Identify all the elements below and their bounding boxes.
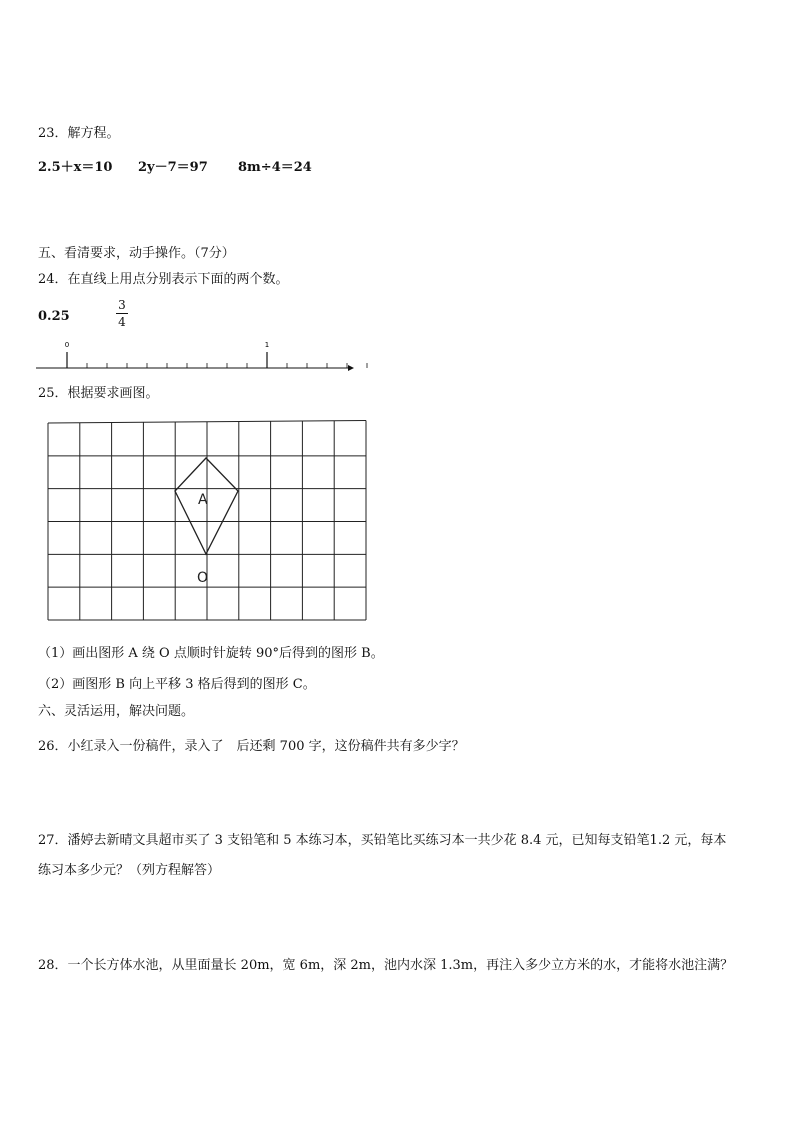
q24-title: 24．在直线上用点分别表示下面的两个数。 <box>38 272 289 287</box>
section-6-heading: 六、灵活运用，解决问题。 <box>38 704 195 719</box>
q28-text: 28．一个长方体水池，从里面量长 20m，宽 6m，深 2m，池内水深 1.3m，再注入多少立方米的水，才能将水池注满？ <box>38 958 734 973</box>
q25-title: 25．根据要求画图。 <box>38 386 159 401</box>
number-line-arrow <box>348 365 354 371</box>
axis-label-1: 1 <box>264 341 270 349</box>
point-label-o: O <box>197 570 209 586</box>
grid-lines <box>48 421 366 621</box>
section-5-heading: 五、看清要求，动手操作。（7分） <box>38 246 235 261</box>
q25-requirement-2: （2）画图形 B 向上平移 3 格后得到的图形 C。 <box>38 677 316 692</box>
q27-line-2: 练习本多少元？（列方程解答） <box>38 863 221 878</box>
equation-3: 8m÷4＝24 <box>238 160 312 175</box>
figure-label-a: A <box>198 492 208 508</box>
drawing-grid <box>46 418 376 628</box>
axis-label-0: 0 <box>64 341 70 349</box>
equation-2: 2y－7＝97 <box>138 160 208 175</box>
fraction-bar <box>116 313 128 314</box>
number-line-ticks <box>67 352 367 368</box>
fraction-numerator: 3 <box>118 298 126 312</box>
q27-line-1: 27．潘婷去新晴文具超市买了 3 支铅笔和 5 本练习本，买铅笔比买练习本一共少花 8.4 元，已知每支铅笔1.2 元，每本 <box>38 833 727 848</box>
fraction-three-quarters <box>116 298 128 329</box>
number-0-25: 0.25 <box>38 309 70 324</box>
number-line <box>36 338 356 368</box>
q23-title: 23．解方程。 <box>38 126 120 141</box>
fraction-denominator: 4 <box>118 315 126 329</box>
equation-1: 2.5＋x＝10 <box>38 160 113 175</box>
q25-requirement-1: （1）画出图形 A 绕 O 点顺时针旋转 90°后得到的图形 B。 <box>38 646 384 661</box>
q26-text: 26．小红录入一份稿件，录入了 后还剩 700 字，这份稿件共有多少字？ <box>38 739 465 754</box>
